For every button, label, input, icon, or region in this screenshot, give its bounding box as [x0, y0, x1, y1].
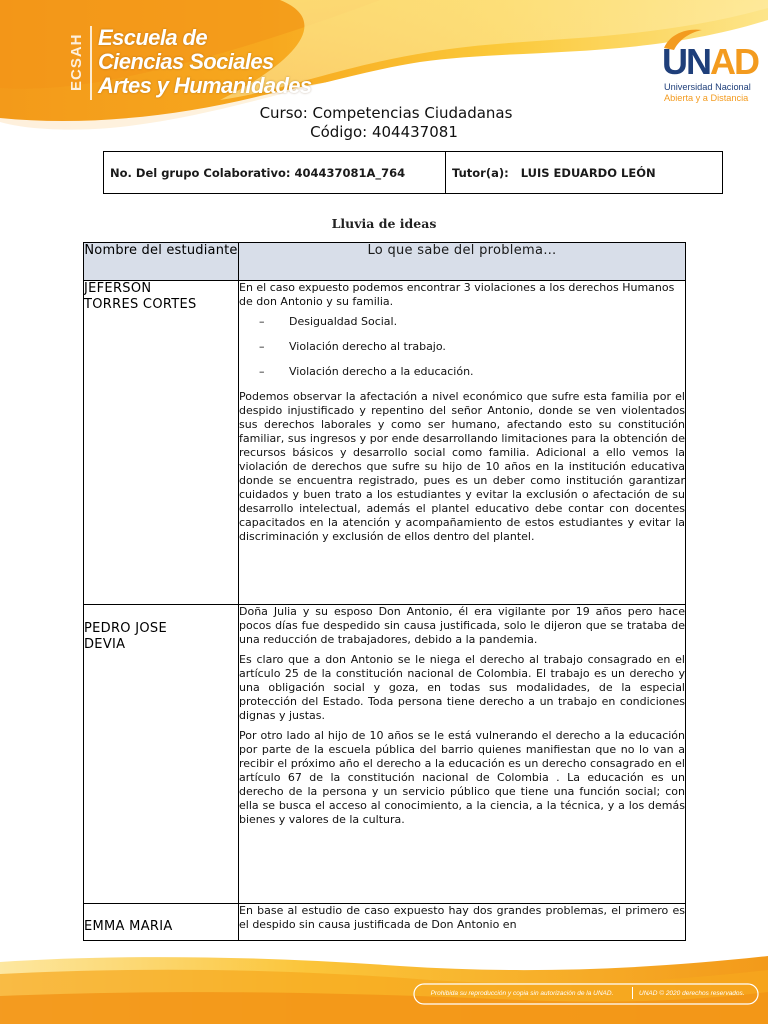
column-header-knowledge: Lo que sabe del problema…: [239, 243, 686, 281]
unad-logo: [656, 26, 756, 116]
bullet-text: Desigualdad Social.: [289, 314, 398, 328]
table-row: [84, 904, 686, 941]
footer-copyright: [418, 985, 758, 1001]
table-header-row: [84, 243, 686, 281]
dash-bullet-icon: –: [259, 364, 265, 378]
group-number-value: 404437081A_764: [294, 165, 406, 180]
student-name-cell: [84, 904, 239, 941]
student-name-line: EMMA MARIA: [84, 919, 173, 935]
student-name-cell: [84, 605, 239, 904]
section-title: Lluvia de ideas: [331, 216, 437, 231]
unad-letter-n: N: [686, 41, 710, 82]
course-name: Curso: Competencias Ciudadanas: [259, 104, 513, 122]
table-row: [84, 280, 686, 605]
dash-bullet-icon: –: [259, 314, 265, 328]
course-title: [0, 104, 768, 142]
tutor-cell: [446, 152, 722, 193]
text-paragraph: Podemos observar la afectación a nivel económico que sufre esta familia por el despido injustificado y repentino del señor Antonio, donde se ven violentados sus derechos laborales y como ser humano, afectando esto su constitución familiar, sus ingresos y por ende desarrollando limitaciones para la obtención de recursos básicos y desarrollo social como familia. Adicional a ello vemos la violación de derechos que sufre su hijo de 10 años en la institución educativa donde se encuentra registrado, pues es un deber como institución garantizar cuidados y buen trato a los estudiantes y evitar la exclusión o afectación de su desarrollo intelectual, además el plantel educativo debe contar con docentes capacitados en la atención y acompañamiento de estos estudiantes y evitar la discriminación y exclusión de ellos dentro del plantel.: [239, 389, 685, 543]
student-text-cell: [239, 904, 686, 941]
unad-subtitle-line-2: Abierta y a Distancia: [664, 93, 749, 103]
text-paragraph: Por otro lado al hijo de 10 años se le está vulnerando el derecho a la educación por parte de la escuela pública del barrio quienes manifiestan que no lo van a recibir el próximo año el derecho a la educación es un derecho consagrado en el artículo 67 de la constitución nacional de Colombia . La educación es un derecho de la persona y un servicio público que tiene una función social; con ella se busca el acceso al conocimiento, a la ciencia, a la técnica, y a los demás bienes y valores de la cultura.: [239, 729, 685, 827]
dash-bullet-icon: –: [259, 339, 265, 353]
unad-letters-ad: AD: [710, 41, 758, 82]
bullet-text: Violación derecho al trabajo.: [289, 339, 446, 353]
text-paragraph: En el caso expuesto podemos encontrar 3 violaciones a los derechos Humanos de don Antonio y su familia.: [239, 280, 675, 308]
student-text-cell: [239, 280, 686, 605]
column-header-name: Nombre del estudiante: [84, 243, 239, 281]
school-acronym: ECSAH: [68, 33, 85, 91]
school-name: [98, 26, 312, 98]
unad-wordmark: [662, 42, 758, 82]
group-number-cell: [104, 152, 446, 193]
footer-rights: UNAD © 2020 derechos reservados.: [639, 989, 745, 997]
text-paragraph: Doña Julia y su esposo Don Antonio, él era vigilante por 19 años pero hace pocos días fue despedido sin causa justificada, solo le dijeron que se trataba de una reducción de trabajadores, debido a la pandemia.: [239, 605, 685, 647]
course-code: Código: 404437081: [310, 123, 458, 141]
student-text-cell: [239, 605, 686, 904]
student-name-line: JEFERSON: [84, 280, 152, 296]
bullet-item: [239, 315, 685, 329]
student-name-line: TORRES CORTES: [84, 296, 197, 312]
unad-letter-u: U: [662, 41, 686, 82]
school-name-line-1: Escuela de: [98, 25, 207, 50]
text-paragraph: Es claro que a don Antonio se le niega el derecho al trabajo consagrado en el artículo 25 de la constitución nacional de Colombia. El trabajo es un derecho y una obligación social y goza, en todas sus modalidades, de la especial protección del Estado. Toda persona tiene derecho a un trabajo en condiciones dignas y justas.: [239, 653, 685, 723]
text-paragraph: En base al estudio de caso expuesto hay dos grandes problemas, el primero es el despido sin causa justificada de Don Antonio en: [239, 904, 685, 932]
tutor-label: Tutor(a):: [452, 165, 509, 180]
bullet-item: [239, 365, 685, 379]
brainstorm-table: [83, 242, 686, 941]
school-name-line-2: Ciencias Sociales: [98, 49, 274, 74]
footer-reproduction-notice: Prohibida su reproducción y copia sin autorización de la UNAD.: [430, 989, 614, 997]
group-number-label: No. Del grupo Colaborativo:: [110, 165, 291, 180]
bullet-item: [239, 340, 685, 354]
group-info-box: [103, 151, 723, 194]
student-name-cell: [84, 280, 239, 605]
footer-divider: [632, 987, 633, 999]
student-name-line: DEVIA: [84, 637, 126, 653]
unad-subtitle: [664, 82, 764, 104]
bullet-text: Violación derecho a la educación.: [289, 364, 474, 378]
unad-subtitle-line-1: Universidad Nacional: [664, 82, 751, 92]
student-name-line: PEDRO JOSE: [84, 621, 167, 637]
school-divider: [90, 26, 92, 100]
table-row: [84, 605, 686, 904]
school-name-line-3: Artes y Humanidades: [98, 73, 312, 98]
tutor-name: LUIS EDUARDO LEÓN: [520, 165, 656, 180]
